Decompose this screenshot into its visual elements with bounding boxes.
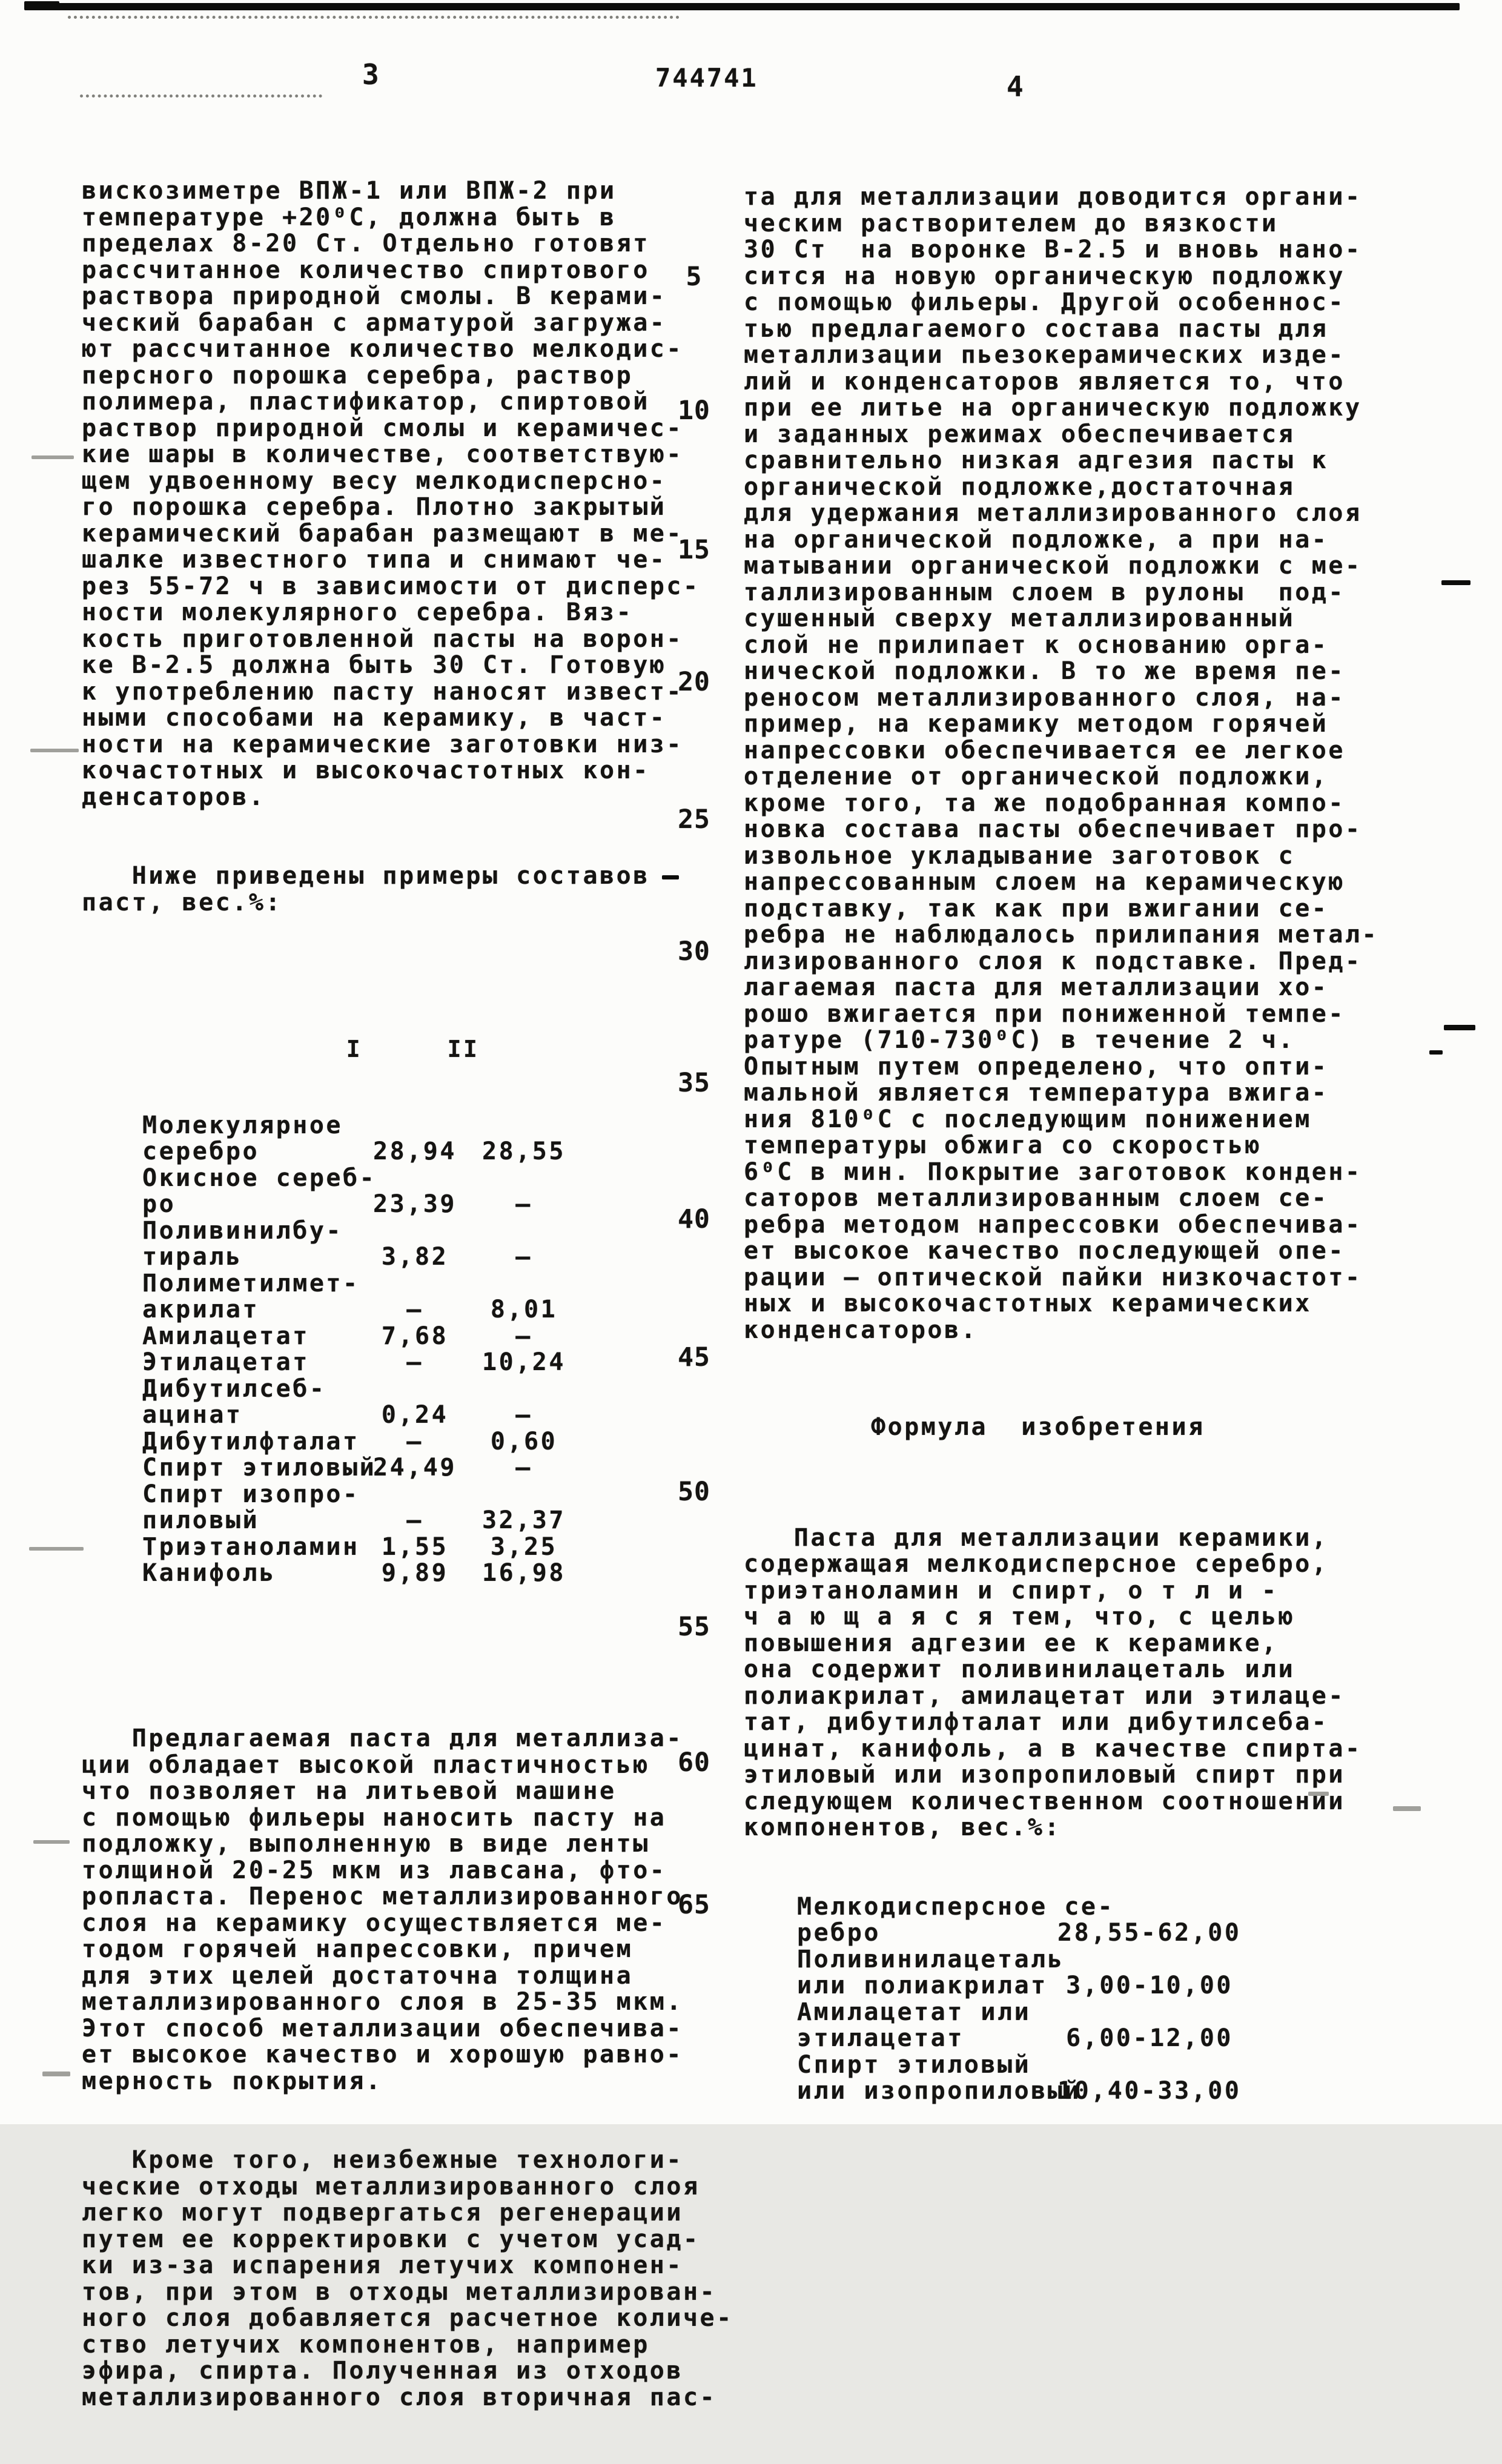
scan-artifact — [58, 3, 1460, 10]
formula-heading: Формула изобретения — [871, 1413, 1205, 1441]
line-number: 60 — [678, 1747, 710, 1778]
scan-artifact — [33, 1840, 70, 1844]
value-composition-I: 24,49 — [373, 1454, 457, 1482]
table-row — [82, 1323, 693, 1350]
component-label: Молекулярное серебро — [142, 1111, 343, 1165]
scan-artifact — [1444, 1025, 1475, 1030]
value-composition-I: — — [406, 1427, 423, 1456]
scan-artifact — [24, 1, 59, 10]
component-label: Спирт этиловый или изопропиловый — [797, 2050, 1081, 2105]
scan-artifact — [1441, 580, 1471, 585]
components-ranges-table — [744, 1894, 1422, 2105]
paragraph-paste-properties: Предлагаемая паста для металлиза- ции обладает высокой пластичностью что позволяет на литьевой машине с помощью фильеры наносить пасту на подложку, выполненную в виде ленты толщиной 20-25 мкм из лавсана, фто- ропласта. Перенос металлизированного слоя на керамику осуществляется ме- тодом горячей напрессовки, причем для этих целей достаточна толщина металлизированного слоя в 25-35 мкм. Этот способ металлизации обеспечива- ет высокое качество и хорошую равно- мерность покрытия. — [82, 1724, 683, 2095]
value-composition-II: 8,01 — [490, 1296, 558, 1323]
component-label: Поливинилбу- тираль — [142, 1216, 343, 1271]
paragraph-examples-intro: Ниже приведены примеры составов паст, вес.%: — [82, 862, 650, 916]
line-number: 35 — [678, 1068, 710, 1098]
line-number: 40 — [678, 1204, 710, 1234]
component-label: Мелкодисперсное се- ребро — [797, 1892, 1115, 1947]
component-label: Этилацетат — [142, 1348, 309, 1376]
table-row — [82, 1165, 693, 1218]
value-composition-II: — — [515, 1322, 532, 1350]
table-row — [82, 1113, 693, 1165]
composition-table-header — [82, 1035, 693, 1062]
value-composition-I: — — [406, 1348, 423, 1376]
value-composition-I: 0,24 — [381, 1401, 449, 1429]
table-row — [744, 1999, 1422, 2052]
value-composition-I: 7,68 — [381, 1322, 449, 1350]
table-row — [744, 2052, 1422, 2105]
table-row — [82, 1218, 693, 1271]
scan-artifact — [29, 1547, 84, 1551]
value-composition-I: 9,89 — [381, 1559, 449, 1587]
table-row — [82, 1534, 693, 1561]
line-number: 50 — [678, 1477, 710, 1507]
column-header-I: I — [346, 1035, 363, 1062]
component-label: Триэтаноламин — [142, 1532, 360, 1561]
component-range-value: 3,00-10,00 — [1066, 1972, 1233, 1999]
paragraph-process: вискозиметре ВПЖ-1 или ВПЖ-2 при температуре +20⁰С, должна быть в пределах 8-20 Ст. Отдельно готовят рассчитанное количество спиртового раствора природной смолы. В керами- ческий барабан с арматурой загружа- ют рассчитанное количество мелкодис- персного порошка серебра, раствор полимера, пластификатор, спиртовой раствор природной смолы и керамичес- кие шары в количестве, соответствую- щем удвоенному весу мелкодисперсно- го порошка серебра. Плотно закрытый керамический барабан размещают в ме- шалке известного типа и снимают че- рез 55-72 ч в зависимости от дисперс- ности молекулярного серебра. Вяз- кость приготовленной пасты на ворон- ке В-2.5 должна быть 30 Ст. Готовую к употреблению пасту наносят извест- ными способами на керамику, в част- ности на керамические заготовки низ- кочастотных и высокочастотных кон- денсаторов. — [82, 177, 700, 811]
value-composition-II: — — [515, 1401, 532, 1429]
table-row — [744, 1947, 1422, 1999]
header-spacer — [82, 1038, 300, 1060]
composition-table — [82, 995, 693, 1640]
value-composition-I: 23,39 — [373, 1190, 457, 1218]
table-row — [82, 1482, 693, 1534]
scan-artifact — [1429, 1050, 1443, 1055]
line-number: 20 — [678, 667, 710, 697]
value-composition-II: 32,37 — [482, 1506, 566, 1534]
component-label: Окисное сереб- ро — [142, 1164, 377, 1218]
table-row — [82, 1429, 693, 1456]
component-label: Канифоль — [142, 1559, 276, 1587]
value-composition-II: — — [515, 1243, 532, 1271]
component-label: Амилацетат или этилацетат — [797, 1998, 1031, 2052]
table-row — [82, 1560, 693, 1587]
value-composition-I: 1,55 — [381, 1532, 449, 1561]
value-composition-I: 28,94 — [373, 1138, 457, 1165]
table-row — [82, 1376, 693, 1429]
value-composition-II: 3,25 — [490, 1532, 558, 1561]
value-composition-II: 28,55 — [482, 1138, 566, 1165]
value-composition-II: — — [515, 1454, 532, 1482]
component-label: Амилацетат — [142, 1322, 309, 1350]
patent-number: 744741 — [655, 63, 758, 93]
table-row — [744, 1894, 1422, 1947]
column-number-left: 3 — [362, 58, 380, 91]
line-number: 30 — [678, 936, 710, 967]
column-number-right: 4 — [1007, 70, 1025, 103]
table-row — [82, 1455, 693, 1482]
table-row — [82, 1271, 693, 1323]
component-range-value: 28,55-62,00 — [1057, 1919, 1242, 1947]
paragraph-recycling: Кроме того, неизбежные технологи- ческие отходы металлизированного слоя легко могут подвергаться регенерации путем ее корректировки с учетом усад- ки из-за испарения летучих компонен- тов, при этом в отходы металлизирован- ного слоя добавляется расчетное количе- ство летучих компонентов, например эфира, спирта. Полученная из отходов металлизированного слоя вторичная пас- — [82, 2146, 733, 2411]
component-label: Дибутилсеб- ацинат — [142, 1374, 326, 1429]
scan-artifact — [31, 455, 74, 459]
line-number: 65 — [678, 1890, 710, 1920]
component-range-value: 6,00-12,00 — [1066, 2024, 1233, 2052]
scan-artifact — [42, 2072, 70, 2076]
scan-artifact — [30, 749, 79, 752]
value-composition-II: — — [515, 1190, 532, 1218]
scan-artifact — [80, 94, 322, 101]
paragraph-advantages: та для металлизации доводится органи- ческим растворителем до вязкости 30 Ст на воронке В-2.5 и вновь нано- сится на новую органическую подложку с помощью фильеры. Другой особеннос- тью предлагаемого состава пасты для металлизации пьезокерамических изде- лий и конденсаторов является то, что при ее литье на органическую подложку и заданных режимах обеспечивается сравнительно низкая адгезия пасты к органической подложке,достаточная для удержания металлизированного слоя на органической подложке, а при на- матывании органической подложки с ме- таллизированным слоем в рулоны под- сушенный сверху металлизированный слой не прилипает к основанию орга- нической подложки. В то же время пе- реносом металлизированного слоя, на- пример, на керамику методом горячей напрессовки обеспечивается ее легкое отделение от органической подложки, кроме того, та же подобранная компо- новка состава пасты обеспечивает про- извольное укладывание заготовок с напрессованным слоем на керамическую подставку, так как при вжигании се- ребра не наблюдалось прилипания метал- лизированного слоя к подставке. Пред- лагаемая паста для металлизации хо- рошо вжигается при пониженной темпе- ратуре (710-730⁰С) в течение 2 ч. Опытным путем определено, что опти- мальной является температура вжига- ния 810⁰С с последующим понижением температуры обжига со скоростью 6⁰С в мин. Покрытие заготовок конден- саторов металлизированным слоем се- ребра методом напрессовки обеспечива- ет высокое качество последующей опе- рации — оптической пайки низкочастот- ных и высокочастотных керамических конденсаторов. — [744, 183, 1379, 1344]
table-row — [82, 1350, 693, 1376]
value-composition-II: 10,24 — [482, 1348, 566, 1376]
right-column — [744, 131, 1422, 2158]
value-composition-II: 16,98 — [482, 1559, 566, 1587]
value-composition-I: — — [406, 1296, 423, 1323]
value-composition-I: 3,82 — [381, 1243, 449, 1271]
component-label: Дибутилфталат — [142, 1427, 360, 1456]
line-number: 15 — [678, 535, 710, 565]
line-number: 25 — [678, 804, 710, 835]
line-number: 10 — [678, 396, 710, 426]
scan-artifact — [68, 16, 680, 22]
value-composition-I: — — [406, 1506, 423, 1534]
component-label: Спирт изопро- пиловый — [142, 1480, 360, 1534]
line-number: 45 — [678, 1342, 710, 1373]
component-label: Поливинилацеталь или полиакрилат — [797, 1945, 1065, 1999]
composition-table-body — [82, 1113, 693, 1587]
value-composition-II: 0,60 — [490, 1427, 558, 1456]
component-label: Полиметилмет- акрилат — [142, 1269, 360, 1323]
column-header-II: II — [447, 1035, 480, 1062]
line-number: 55 — [678, 1612, 710, 1642]
component-label: Спирт этиловый — [142, 1454, 377, 1482]
component-range-value: 10,40-33,00 — [1057, 2077, 1242, 2105]
line-number: 5 — [686, 262, 703, 292]
paragraph-claims: Паста для металлизации керамики, содержащая мелкодисперсное серебро, триэтаноламин и спирт, о т л и - ч а ю щ а я с я тем, что, с целью повышения адгезии ее к керамике, она содержит поливинилацеталь или полиакрилат, амилацетат или этилаце- тат, дибутилфталат или дибутилсеба- цинат, канифоль, а в качестве спирта- этиловый или изопропиловый спирт при следующем количественном соотношении компонентов, вес.%: — [744, 1523, 1362, 1841]
